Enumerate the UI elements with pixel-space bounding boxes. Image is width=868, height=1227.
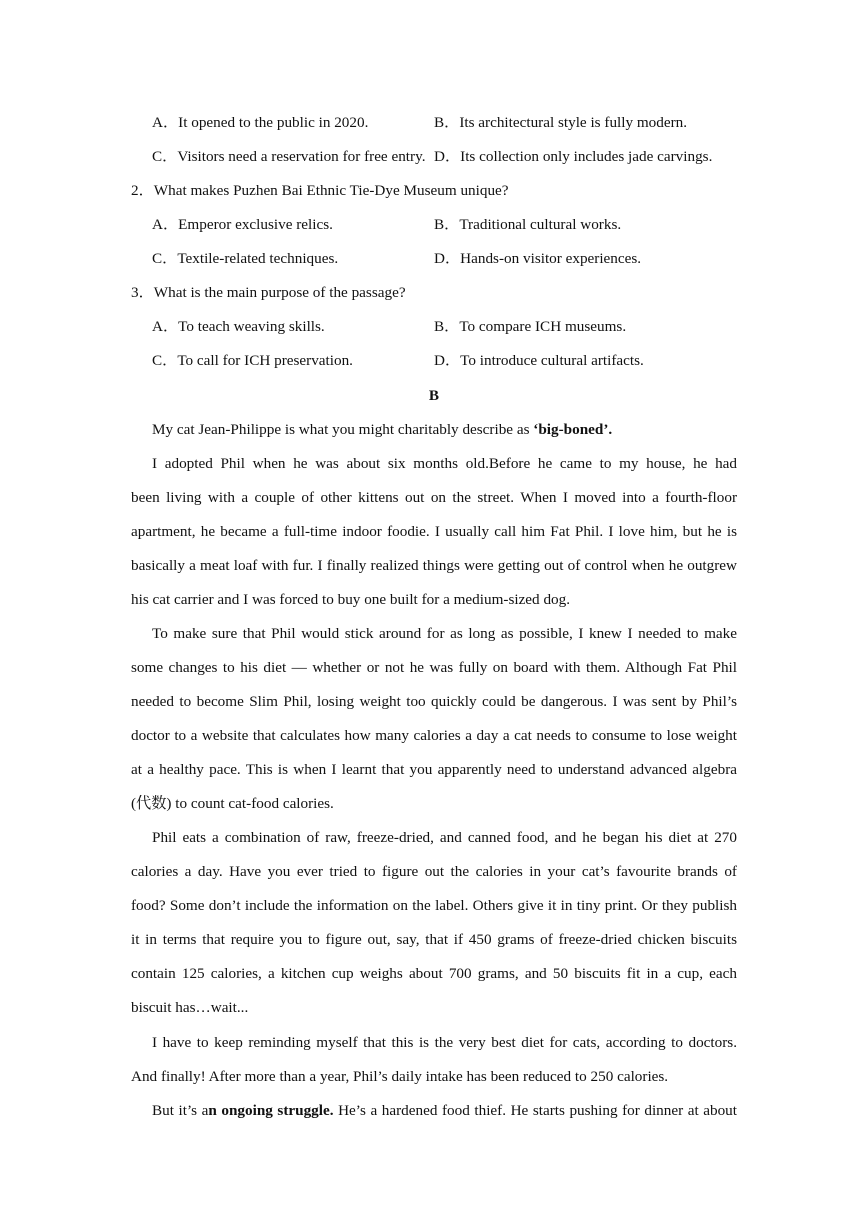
paragraph-4-line: calories a day. Have you ever tried to figure out the calories in your cat’s favourite brands of — [131, 863, 737, 880]
paragraph-4-line: food? Some don’t include the information on the label. Others give it in tiny print. Or they publish — [131, 897, 737, 914]
paragraph-1-bold: ‘big-boned’. — [533, 421, 613, 438]
q3-option-b: B．To compare ICH museums. — [434, 318, 627, 335]
paragraph-3-line: at a healthy pace. This is when I learnt that you apparently need to understand advanced algebra — [131, 761, 737, 778]
paragraph-2-line: I adopted Phil when he was about six months old.Before he came to my house, he had — [152, 455, 737, 472]
paragraph-4-line: contain 125 calories, a kitchen cup weighs about 700 grams, and 50 biscuits fit in a cup, each — [131, 965, 737, 982]
q2-stem: 2．What makes Puzhen Bai Ethnic Tie-Dye Museum unique? — [131, 182, 509, 199]
paragraph-6-bold: n ongoing struggle. — [208, 1102, 334, 1119]
paragraph-1-text: My cat Jean-Philippe is what you might charitably describe as — [152, 421, 534, 438]
q2-option-c: C．Textile-related techniques. — [152, 250, 339, 267]
q1-option-c: C．Visitors need a reservation for free entry. — [152, 148, 426, 165]
paragraph-2-line: basically a meat loaf with fur. I finally realized things were getting out of control when he outgrew — [131, 557, 737, 574]
q1-option-b: B．Its architectural style is fully modern. — [434, 114, 688, 131]
q3-stem: 3．What is the main purpose of the passage? — [131, 284, 406, 301]
q2-option-a: A．Emperor exclusive relics. — [152, 216, 333, 233]
paragraph-3-line: some changes to his diet — whether or not he was fully on board with them. Although Fat Phil — [131, 659, 737, 676]
paragraph-2-line: apartment, he became a full-time indoor foodie. I usually call him Fat Phil. I love him, but he is — [131, 523, 737, 540]
paragraph-3-line: To make sure that Phil would stick around for as long as possible, I knew I needed to make — [152, 625, 737, 642]
q2-option-b: B．Traditional cultural works. — [434, 216, 622, 233]
passage-paragraph-1 — [152, 420, 612, 440]
paragraph-4-line: Phil eats a combination of raw, freeze-dried, and canned food, and he began his diet at 270 — [152, 829, 737, 846]
q1-option-d: D．Its collection only includes jade carvings. — [434, 148, 713, 165]
paragraph-2-line: his cat carrier and I was forced to buy one built for a medium-sized dog. — [131, 591, 571, 608]
paragraph-5-line: I have to keep reminding myself that this is the very best diet for cats, according to doctors. — [152, 1034, 737, 1051]
paragraph-4-line: it in terms that require you to figure out, say, that if 450 grams of freeze-dried chicken biscuits — [131, 931, 737, 948]
q2-option-d: D．Hands-on visitor experiences. — [434, 250, 642, 267]
paragraph-3-line: doctor to a website that calculates how many calories a day a cat needs to consume to lose weight — [131, 727, 737, 744]
paragraph-6-pre: But it’s a — [152, 1102, 209, 1119]
paragraph-4-line: biscuit has…wait... — [131, 999, 249, 1016]
paragraph-3-line: (代数) to count cat-food calories. — [131, 795, 334, 812]
paragraph-6-line — [152, 1101, 737, 1121]
q1-option-a: A．It opened to the public in 2020. — [152, 114, 369, 131]
paragraph-3-line: needed to become Slim Phil, losing weight too quickly could be dangerous. I was sent by Phil’s — [131, 693, 737, 710]
section-heading: B — [428, 387, 440, 404]
paragraph-2-line: been living with a couple of other kittens out on the street. When I moved into a fourth-floor — [131, 489, 737, 506]
q3-option-a: A．To teach weaving skills. — [152, 318, 325, 335]
paragraph-5-line: And finally! After more than a year, Phil’s daily intake has been reduced to 250 calories. — [131, 1068, 669, 1085]
q3-option-d: D．To introduce cultural artifacts. — [434, 352, 644, 369]
q3-option-c: C．To call for ICH preservation. — [152, 352, 353, 369]
paragraph-6-post: He’s a hardened food thief. He starts pushing for dinner at about — [333, 1102, 737, 1119]
